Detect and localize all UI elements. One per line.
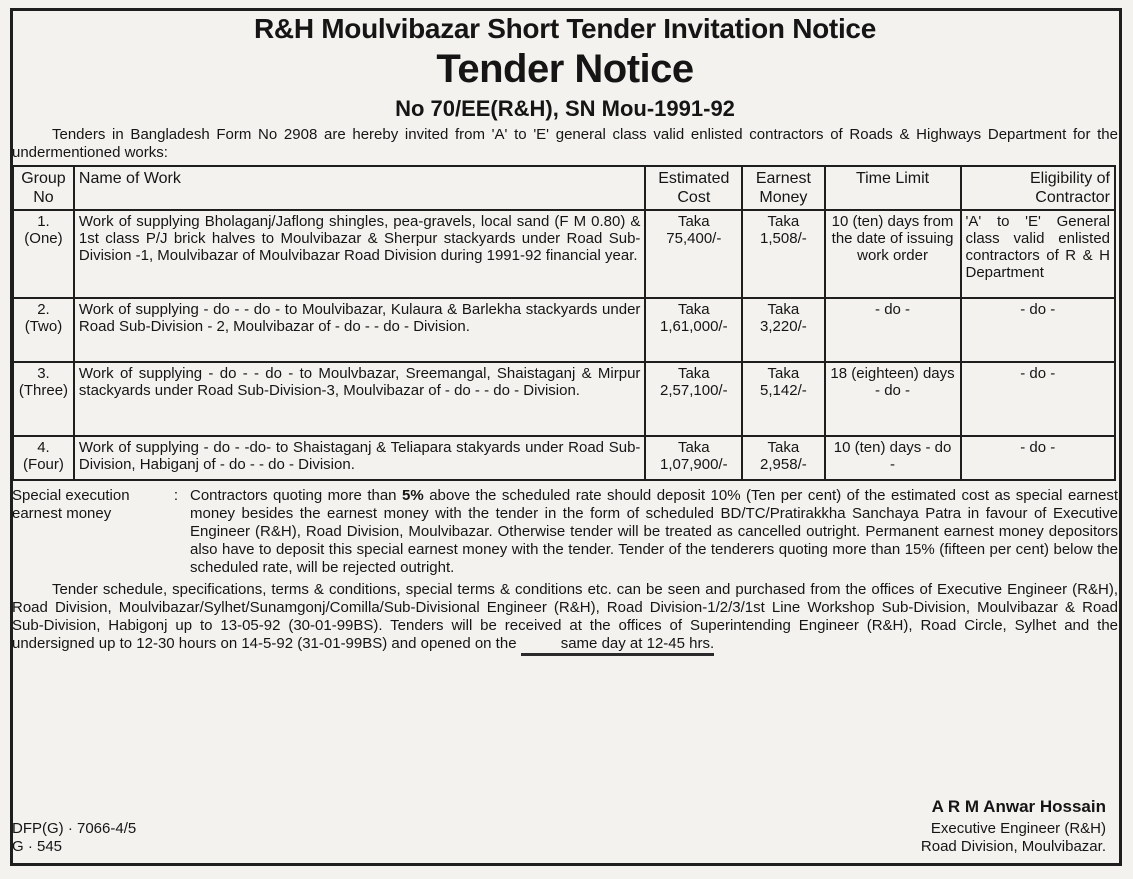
header-group-no: Group No — [13, 166, 74, 210]
cell-time-limit: 18 (eighteen) days - do - — [825, 362, 961, 436]
dfp-line-1: DFP(G) · 7066-4/5 — [12, 820, 137, 837]
cell-time-limit: 10 (ten) days - do - — [825, 436, 961, 480]
dfp-line-2: G · 545 — [12, 838, 63, 855]
cell-earnest-money: Taka 3,220/- — [742, 298, 824, 362]
cell-name-of-work: Work of supplying - do - -do- to Shaistaganj & Teliapara stakyards under Road Sub-Division, Habiganj of - do - - do - Division. — [74, 436, 646, 480]
signature-block — [921, 796, 1106, 856]
table-row — [13, 210, 1115, 298]
signer-title: Executive Engineer (R&H) — [930, 820, 1106, 837]
header-eligibility: Eligibility of Contractor — [961, 166, 1116, 210]
special-text-b: above the scheduled rate should deposit 10% (Ten per cent) of the estimated cost as special earnest money besides the earnest money with the tender in the form of scheduled BD/TC/Pratirakkha Sanchaya Patra in favour of Executive Engineer (R&H), Road Division, Moulvibazar. Otherwise tender will be treated as cancelled outright. Permanent earnest money depositors also have to deposit this special earnest money with the tender. Tender of the tenderers quoting more than 15% (fifteen per cent) below the scheduled rate, will be rejected outright. — [190, 487, 1118, 576]
special-label-colon: : — [173, 487, 178, 504]
special-label-text: Special execution earnest money — [12, 487, 130, 522]
cell-name-of-work: Work of supplying - do - - do - to Moulvibazar, Kulaura & Barlekha stackyards under Road Sub-Division - 2, Moulvibazar of - do - - do - Division. — [74, 298, 646, 362]
cell-eligibility: - do - — [961, 362, 1116, 436]
table-row — [13, 298, 1115, 362]
schedule-paragraph — [12, 581, 1118, 656]
cell-earnest-money: Taka 1,508/- — [742, 210, 824, 298]
works-table — [12, 165, 1116, 481]
cell-eligibility: - do - — [961, 298, 1116, 362]
table-row — [13, 436, 1115, 480]
special-bold-percent: 5% — [402, 487, 424, 504]
table-row — [13, 362, 1115, 436]
header-time-limit: Time Limit — [825, 166, 961, 210]
header-name-of-work: Name of Work — [74, 166, 646, 210]
cell-eligibility: - do - — [961, 436, 1116, 480]
header-earnest-money: Earnest Money — [742, 166, 824, 210]
header-estimated-cost: Estimated Cost — [645, 166, 742, 210]
dfp-reference — [12, 820, 136, 856]
cell-time-limit: - do - — [825, 298, 961, 362]
cell-estimated-cost: Taka 1,07,900/- — [645, 436, 742, 480]
cell-name-of-work: Work of supplying - do - - do - to Moulvbazar, Sreemangal, Shaistaganj & Mirpur stackyards under Road Sub-Division-3, Moulvibazar of - do - - do - Division. — [74, 362, 646, 436]
schedule-text: Tender schedule, specifications, terms & conditions, special terms & conditions etc. can be seen and purchased from the offices of Executive Engineer (R&H), Road Division, Moulvibazar/Sylhet/Sunamgonj/Comilla/Sub-Divisional Engineer (R&H), Road Division-1/2/3/1st Line Workshop Sub-Division, Moulvibazar & Road Sub-Division, Habigonj up to 13-05-92 (30-01-99BS). Tenders will be received at the offices of Superintending Engineer (R&H), Road Circle, Sylhet and the undersigned up to 12-30 hours on 14-5-92 (31-01-99BS) and opened on the — [12, 581, 1118, 652]
cell-group: 3. (Three) — [13, 362, 74, 436]
notice-subtitle: Tender Notice — [436, 47, 694, 91]
cell-estimated-cost: Taka 1,61,000/- — [645, 298, 742, 362]
notice-title: R&H Moulvibazar Short Tender Invitation Notice — [254, 13, 876, 44]
special-earnest-money-section — [12, 487, 1118, 577]
cell-estimated-cost: Taka 75,400/- — [645, 210, 742, 298]
notice-number: No 70/EE(R&H), SN Mou-1991-92 — [395, 96, 735, 121]
cell-earnest-money: Taka 2,958/- — [742, 436, 824, 480]
signer-office: Road Division, Moulvibazar. — [920, 838, 1106, 855]
special-earnest-money-label — [12, 487, 182, 577]
cell-name-of-work: Work of supplying Bholaganj/Jaflong shingles, pea-gravels, local sand (F M 0.80) & 1st class P/J brick halves to Moulvibazar & Sherpur stackyards under Road Sub-Division -1, Moulvibazar of Moulvibazar Road Division during 1991-92 financial year. — [74, 210, 646, 298]
notice-content — [12, 12, 1118, 855]
special-earnest-money-text — [182, 487, 1118, 577]
cell-eligibility: 'A' to 'E' General class valid enlisted contractors of R & H Department — [961, 210, 1116, 298]
intro-paragraph: Tenders in Bangladesh Form No 2908 are hereby invited from 'A' to 'E' general class valid enlisted contractors of Roads & Highways Department for the undermentioned works: — [12, 126, 1118, 161]
schedule-struck-text: same day at 12-45 hrs. — [521, 635, 714, 656]
cell-group: 4. (Four) — [13, 436, 74, 480]
cell-estimated-cost: Taka 2,57,100/- — [645, 362, 742, 436]
notice-footer — [12, 792, 1116, 862]
cell-group: 2. (Two) — [13, 298, 74, 362]
cell-group: 1. (One) — [13, 210, 74, 298]
special-text-a: Contractors quoting more than — [190, 487, 397, 504]
cell-earnest-money: Taka 5,142/- — [742, 362, 824, 436]
table-header-row — [13, 166, 1115, 210]
signer-name: A R M Anwar Hossain — [931, 797, 1106, 816]
cell-time-limit: 10 (ten) days from the date of issuing work order — [825, 210, 961, 298]
